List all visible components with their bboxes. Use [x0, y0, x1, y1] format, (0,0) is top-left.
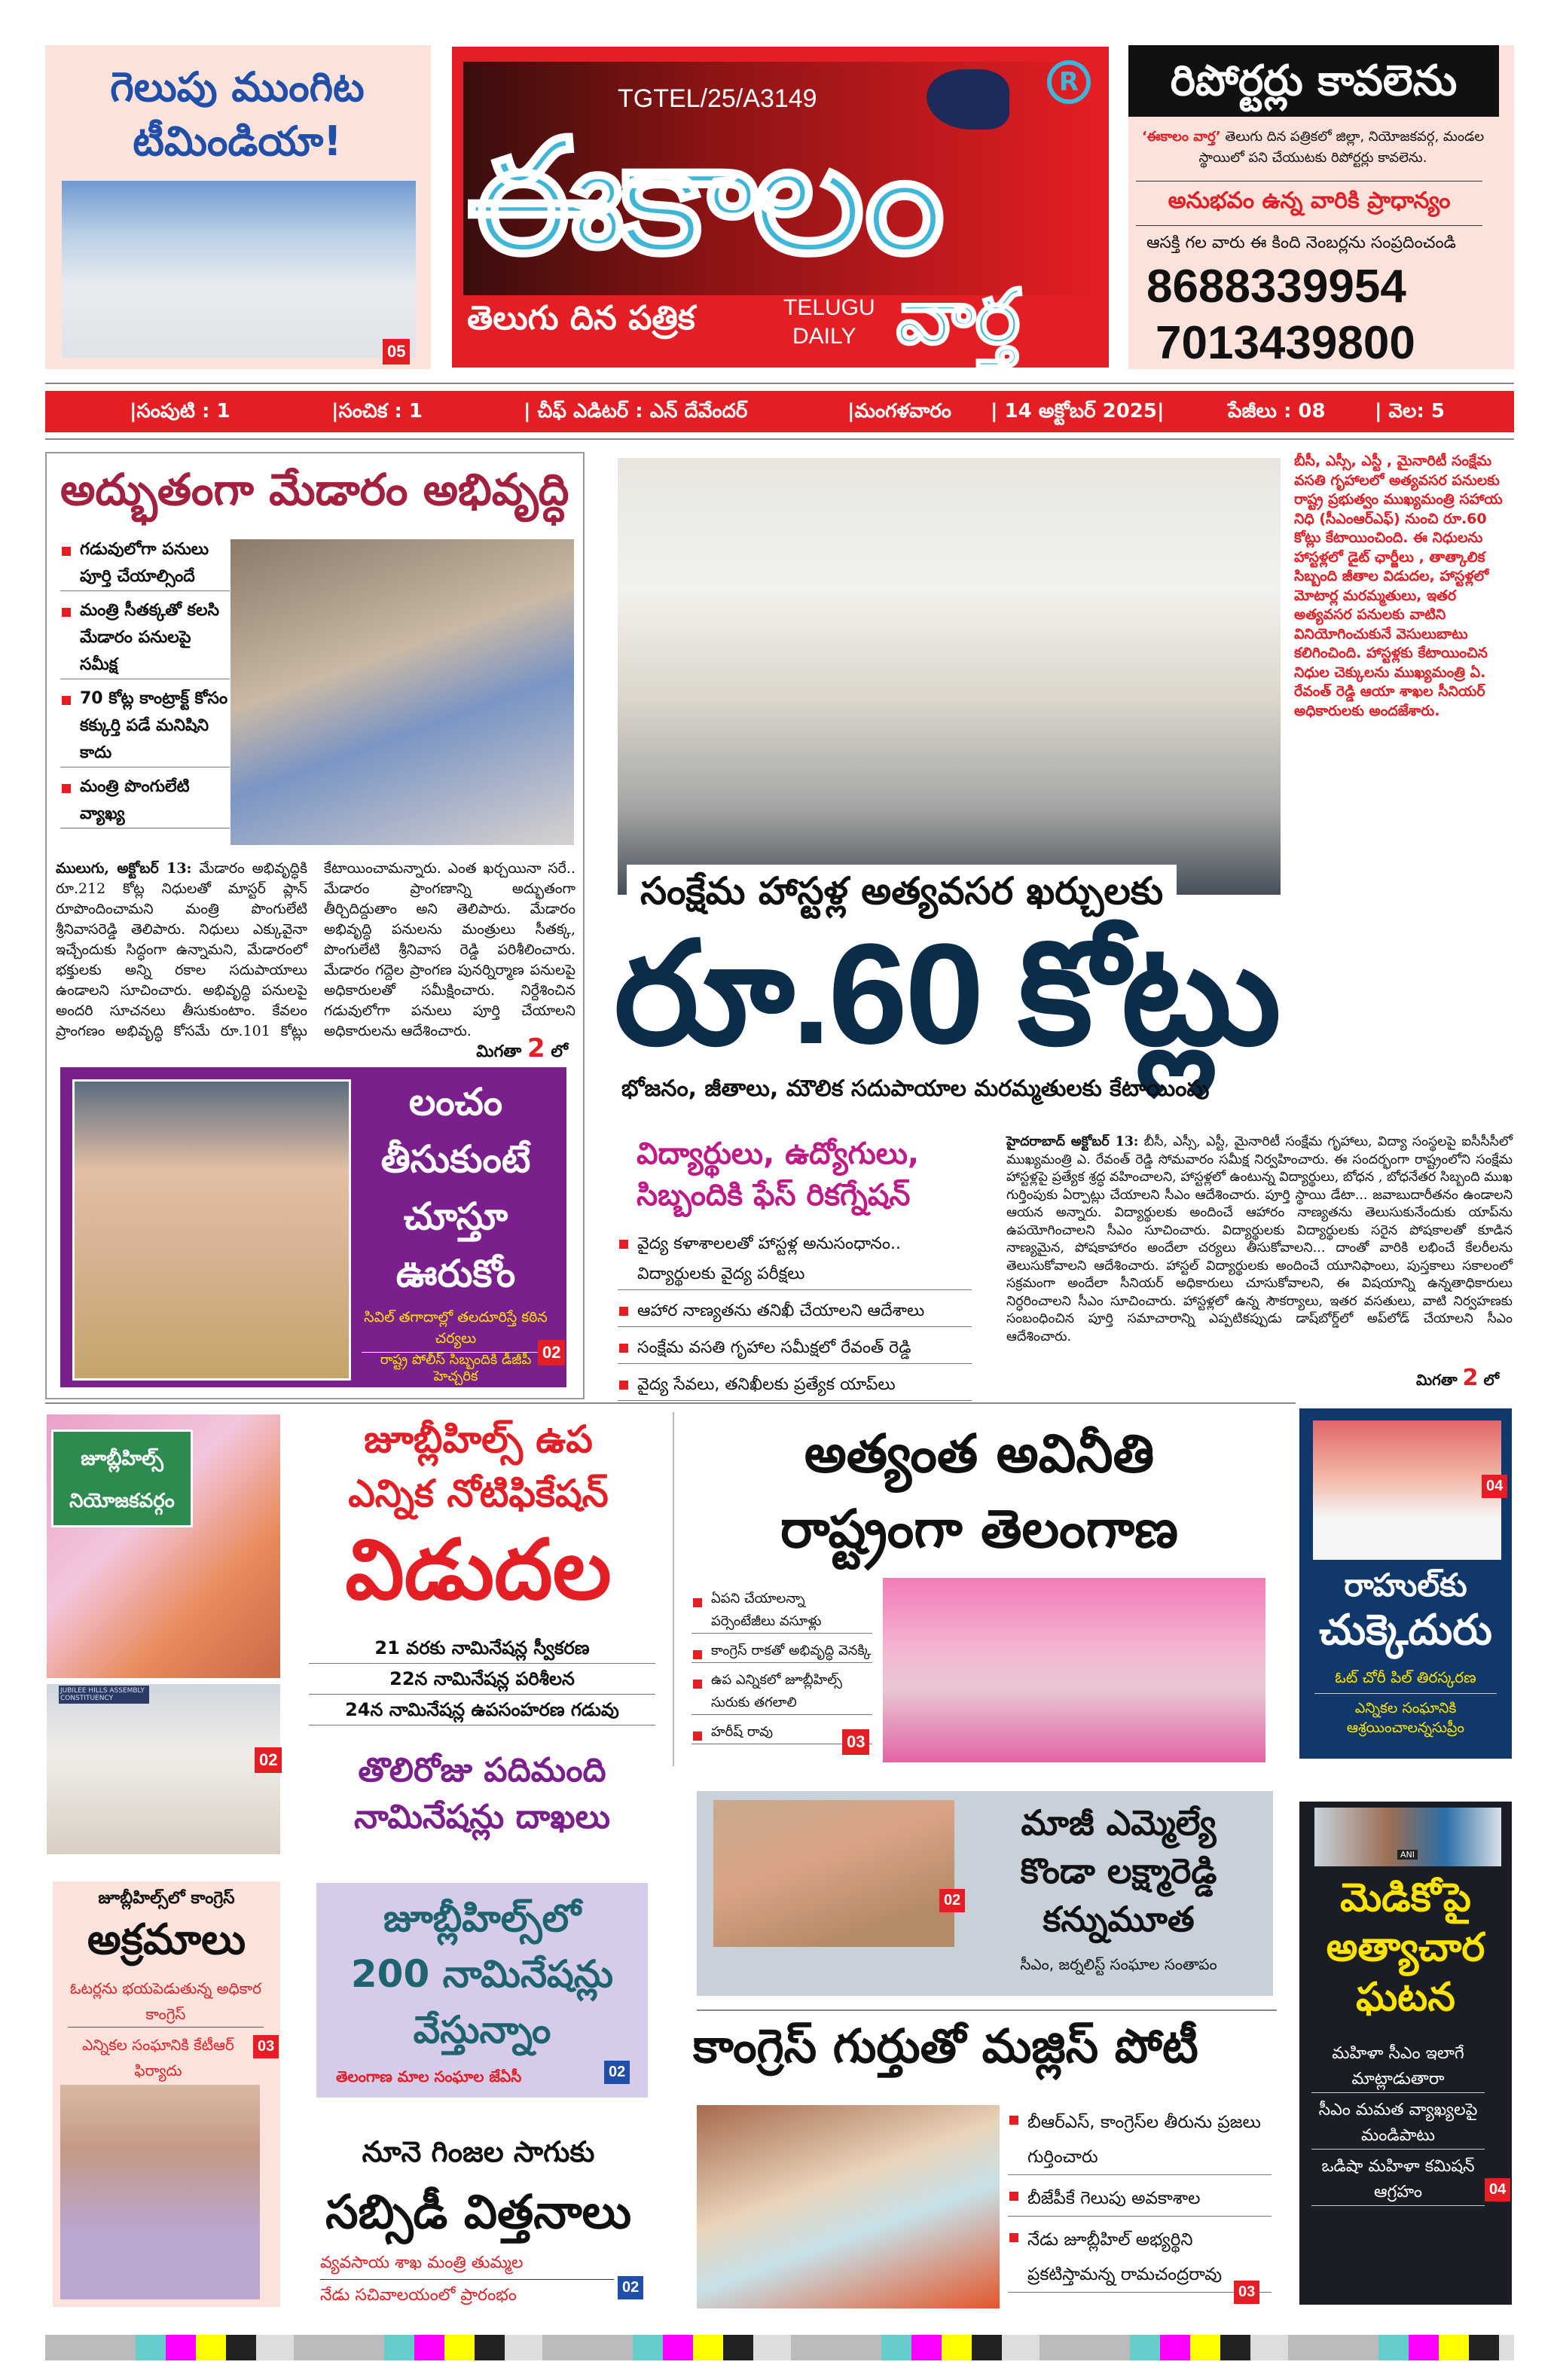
headline-line: కొండా లక్ష్మారెడ్డి: [1020, 1851, 1217, 1891]
lead-bullets: [618, 1229, 972, 1407]
divider: [45, 1402, 1296, 1404]
bullet: 70 కోట్ల కాంట్రాక్ట్ కోసం కక్కుర్తి పడే మనిషిని కాదు: [60, 685, 230, 767]
line: ఒడిషా మహిళా కమిషన్ ఆగ్రహం: [1311, 2154, 1485, 2206]
ad-phone-1[interactable]: 8688339954: [1146, 261, 1406, 313]
ad-text: [1136, 127, 1490, 169]
corruption-headline: [678, 1416, 1281, 1567]
headline-line: తీసుకుంటే: [380, 1137, 531, 1181]
schedule-line: 21 వరకు నామినేషన్ల స్వీకరణ: [309, 1633, 655, 1664]
lead-kicker: సంక్షేమ హాస్టళ్ల అత్యవసర ఖర్చులకు: [627, 865, 1177, 917]
page-ref-badge: 05: [383, 339, 410, 365]
sub: తెలంగాణ మాల సంఘాల జేఏసీ: [336, 2067, 522, 2086]
dateline: హైదరాబాద్ అక్టోబర్ 13:: [1006, 1134, 1139, 1149]
medico-photo: [1314, 1808, 1501, 1866]
lead-body: [1006, 1134, 1513, 1346]
headline-line: కన్నుమూత: [1043, 1899, 1195, 1939]
promo-box-team-india[interactable]: [45, 45, 431, 369]
page-ref-badge: 02: [255, 1747, 282, 1773]
bullet: ఏపని చేయాలన్నా పర్సెంటేజీలు వసూళ్లు: [691, 1588, 872, 1634]
page-count: పేజీలు : 08: [1228, 400, 1326, 423]
tagline-en-1: TELUGU: [783, 295, 875, 320]
rahul-headline-1: రాహుల్‌కు: [1344, 1567, 1467, 1603]
congress-atrocities-story[interactable]: [53, 1881, 280, 2307]
sub1: ఓటర్లను భయపెడుతున్న అధికార కాంగ్రెస్: [68, 1976, 264, 2028]
headline-line: ఎన్నిక నోటిఫికేషన్: [348, 1472, 609, 1515]
registered-mark-icon: R: [1047, 60, 1091, 104]
vertical-divider: [673, 1412, 674, 1766]
logo-tagline: తెలుగు దిన పత్రిక: [467, 299, 695, 337]
jubilee-sub-headline: తొలిరోజు పదిమంది నామినేషన్లు దాఖలు: [354, 1751, 610, 1836]
promo-headline: గెలుపు ముంగిట టీమిండియా!: [110, 63, 365, 165]
headline-line: వేస్తున్నాం: [413, 2008, 551, 2052]
volume: |సంపుటి : 1: [130, 400, 230, 423]
rahul-sub2: ఎన్నికల సంఘానికి ఆశ్రయించాలన్నసుప్రీం: [1346, 1700, 1465, 1736]
lead-headline: రూ.60 కోట్లు: [614, 914, 1278, 1074]
bullet: వైద్య కళాశాలలతో హాస్టళ్ల అనుసంధానం.. విద్యార్థులకు వైద్య పరీక్షలు: [618, 1229, 972, 1290]
headline: [1299, 1873, 1512, 2022]
headline-line: ఘటన: [1356, 1975, 1455, 2020]
date: | 14 అక్టోబర్ 2025|: [991, 400, 1165, 423]
ad-contact-line: ఆసక్తి గల వారు ఈ కింది నెంబర్లను సంప్రదించండి: [1146, 233, 1456, 252]
bullet: ఆహార నాణ్యతను తనిఖీ చేయాలని ఆదేశాలు: [618, 1296, 972, 1327]
dgp-photo: [72, 1079, 351, 1381]
harish-rao-photo: [883, 1578, 1265, 1762]
bullet: సంక్షేమ వసతి గృహాల సమీక్షలో రేవంత్ రెడ్డి: [618, 1333, 972, 1364]
subsidy-sub1: వ్యవసాయ శాఖ మంత్రి తుమ్మల: [320, 2253, 614, 2280]
sign-line: జూబ్లీహిల్స్: [81, 1448, 163, 1470]
headline-line: అత్యాచార: [1326, 1925, 1485, 1970]
lead-subline: భోజనం, జీతాలు, మౌలిక సదుపాయాల మరమ్మతులకు కేటాయింపు: [621, 1076, 1210, 1102]
logo-title: ఈకాలం: [467, 105, 941, 289]
headline-line: రాష్ట్రంగా తెలంగాణ: [780, 1498, 1178, 1560]
page-ref-badge: 04: [1482, 1475, 1507, 1498]
continued-page: 2: [527, 1033, 545, 1063]
jubilee-schedule: [309, 1633, 655, 1726]
medaram-headline: అద్భుతంగా మేడారం అభివృద్ధి: [60, 464, 569, 515]
price: | వెల: 5: [1375, 400, 1446, 423]
divider: [45, 383, 1514, 384]
sub2: ఎన్నికల సంఘానికి కేటీఆర్ ఫిర్యాదు: [82, 2036, 234, 2079]
subsidy-headline: సబ్సిడీ విత్తనాలు: [325, 2184, 632, 2239]
page-ref-badge: 02: [538, 1340, 565, 1365]
divider: [697, 2009, 1277, 2011]
subsidy-kicker: నూనె గింజల సాగుకు: [362, 2135, 595, 2168]
headline-line: 200 నామినేషన్లు: [350, 1952, 614, 1996]
bjp-joining-photo: [697, 2105, 1000, 2308]
rahul-sub1: ఓట్ చోరీ పిల్ తిరస్కరణ: [1314, 1668, 1497, 1694]
page-ref-badge: 03: [842, 1729, 869, 1755]
obituary-story[interactable]: [697, 1791, 1273, 1996]
continued-label: మిగతా: [476, 1042, 522, 1061]
lead-sidebar-text: బీసీ, ఎస్సీ, ఎస్టీ , మైనారిటీ సంక్షేమ వసతి గృహాలలో అత్యవసర పనులకు రాష్ట్ర ప్రభుత్వం ముఖ్యమంత్రి సహాయ నిధి (సీఎంఆర్ఎఫ్) నుంచి రూ.60 కోట్లు కేటాయించింది. ఈ నిధులను హాస్టళ్లలో డైట్ ఛార్జీలు , తాత్కాలిక సిబ్బంది జీతాల విడుదల, హాస్టళ్లలో మోటార్ల మరమ్మతులు, ఇతర అత్యవసర పనులకు వాటిని వినియోగించుకునే వెసులుబాటు కలిగించింది. హాస్టళ్లకు కేటాయించిన నిధుల చెక్కులను ముఖ్యమంత్రి ఏ. రేవంత్ రెడ్డి ఆయా శాఖల సీనియర్ అధికారులకు అందజేశారు.: [1294, 453, 1503, 719]
continued-link[interactable]: [476, 1033, 568, 1065]
ad-highlight: అనుభవం ఉన్న వారికి ప్రాధాన్యం: [1136, 181, 1482, 226]
konda-lakshma-reddy-photo: [713, 1800, 954, 1947]
newspaper-logo: [452, 47, 1109, 368]
logo-suffix: వార్త: [896, 273, 1021, 361]
registration-number: TGTEL/25/A3149: [618, 84, 817, 113]
issue: |సంచిక : 1: [331, 400, 423, 423]
medico-lines: [1311, 2041, 1485, 2206]
dgp-sub2: రాష్ట్ర పోలీస్ సిబ్బందికి డీజీపీ హెచ్చరిక: [380, 1352, 532, 1384]
majlis-headline: కాంగ్రెస్ గుర్తుతో మజ్లిస్ పోటీ: [693, 2018, 1198, 2073]
print-color-bar: [45, 2335, 1514, 2360]
sub: సీఎం, జర్నలిస్ట్ సంఘాల సంతాపం: [1020, 1955, 1217, 1973]
bullet: నేడు జూబ్లీహిల్ అభ్యర్థిని ప్రకటిస్తామన్న రామచంద్రరావు: [1008, 2223, 1272, 2293]
headline: అక్రమాలు: [87, 1915, 246, 1964]
page-ref-badge: 02: [618, 2276, 643, 2299]
rahul-photo: [1313, 1420, 1501, 1560]
bullet: బీఆర్ఎస్, కాంగ్రెస్‌ల తీరును ప్రజలు గుర్తించారు: [1008, 2105, 1272, 2175]
page-ref-badge: 03: [1234, 2281, 1259, 2304]
headline-line: మెడికోపై: [1340, 1875, 1471, 1921]
body-text: మేడారం అభివృద్ధికి రూ.212 కోట్ల నిధులతో మాస్టర్ ప్లాన్ రూపొందించామని మంత్రి పొంగులేటి శ్రీనివాసరెడ్డి తెలిపారు. నిధులు ఎక్కువైనా ఇచ్చేందుకు సిద్ధంగా ఉన్నామని, మేడారంలో భక్తులకు అన్ని రకాల సదుపాయాలు ఉండాలని సూచించారు. అభివృద్ధి పనులపై అందరి సూచనలు తీసుకుంటాం. కేవలం ప్రాంగణం అభివృద్ధి కోసమే రూ.101 కోట్లు కేటాయించామన్నారు. ఎంత ఖర్చయినా సరే.. మేడారం ప్రాంగణాన్ని అద్భుతంగా తీర్చిదిద్దుతాం అని తెలిపారు. మేడారం అభివృద్ధి పనులను మంత్రులు సీతక్క, పొంగులేటి శ్రీనివాస రెడ్డి పరిశీలించారు. మేడారం గద్దెల ప్రాంగణ పునర్నిర్మాణ పనులపై అధికారులతో సమీక్షించారు. నిర్దేశించిన గడువులోగా పనులు పూర్తి చేయాలని అధికారులను ఆదేశించారు.: [56, 860, 575, 1039]
headline-line: ఊరుకోం: [395, 1252, 516, 1295]
headline-line: జూబ్లీహిల్స్‌లో: [383, 1896, 582, 1940]
schedule-line: 24న నామినేషన్ల ఉపసంహరణ గడువు: [309, 1695, 655, 1726]
weekday: |మంగళవారం: [847, 400, 951, 423]
dgp-headline: [358, 1073, 554, 1302]
headline-line: చూస్తూ: [403, 1195, 508, 1238]
medaram-bullets: [60, 536, 230, 835]
photo-sign: JUBILEE HILLS ASSEMBLY CONSTITUENCY: [59, 1686, 149, 1704]
headline: [316, 1890, 648, 2058]
bullet: మంత్రి సీతక్కతో కలసి మేడారం పనులపై సమీక్ష: [60, 597, 230, 679]
medaram-photo: [230, 539, 574, 845]
divider: [45, 438, 1514, 440]
schedule-line: 22న నామినేషన్ల పరిశీలన: [309, 1664, 655, 1695]
line: మహిళా సీఎం ఇలాగే మాట్లాడుతారా: [1311, 2041, 1485, 2093]
page-ref-badge: 04: [1485, 2178, 1510, 2202]
medaram-story[interactable]: [45, 452, 585, 1399]
continued-link[interactable]: [1416, 1365, 1499, 1393]
tagline-en-2: DAILY: [792, 324, 856, 349]
lead-sub-headline: విద్యార్థులు, ఉద్యోగులు, సిబ్బందికి ఫేస్ రికగ్నేషన్: [637, 1137, 920, 1213]
ktr-photo: [60, 2085, 260, 2299]
dgp-sub1: సివిల్ తగాదాల్లో తలదూరిస్తే కఠిన చర్యలు: [362, 1307, 550, 1353]
dateline: ములుగు, అక్టోబర్ 13:: [56, 860, 192, 877]
bullet: హరీష్ రావు: [691, 1721, 872, 1744]
headline-line: అత్యంత అవినీతి: [804, 1423, 1155, 1484]
constituency-sign: [51, 1430, 193, 1527]
ad-phone-2[interactable]: 7013439800: [1156, 317, 1415, 369]
chief-editor: | చీఫ్ ఎడిటర్ : ఎన్ దేవేందర్: [524, 400, 748, 423]
majlis-bullets: [1008, 2105, 1272, 2299]
jubilee-headline: [298, 1412, 659, 1619]
bullet: మంత్రి పొంగులేటి వ్యాఖ్య: [60, 774, 230, 828]
page-ref-badge: 03: [253, 2035, 279, 2058]
ad-line: తెలుగు దిన పత్రికలో జిల్లా, నియోజకవర్గ, మండల స్థాయిలో పని చేయుటకు రిపోర్టర్లు కావలెను.: [1198, 129, 1485, 166]
ad-title: రిపోర్టర్లు కావలెను: [1128, 45, 1499, 117]
ad-brand: ‘ఈకాలం వార్త’: [1141, 129, 1221, 145]
continued-suffix: లో: [551, 1042, 568, 1061]
headline-line: లంచం: [408, 1080, 503, 1124]
bullet: వైద్య సేవలు, తనిఖీలకు ప్రత్యేక యాప్‌లు: [618, 1370, 972, 1401]
continued-page: 2: [1462, 1365, 1479, 1391]
bullet: కాంగ్రెస్ రాకతో అభివృద్ధి వెనక్కి: [691, 1640, 872, 1663]
dgp-story[interactable]: [60, 1067, 566, 1387]
reporters-wanted-ad: [1128, 45, 1514, 369]
dateline-bar: [45, 391, 1514, 432]
medaram-body: [56, 859, 575, 1062]
continued-suffix: లో: [1483, 1371, 1500, 1389]
bullet: బీజేపీకే గెలుపు అవకాశాల: [1008, 2181, 1272, 2217]
bullet: గడువులోగా పనులు పూర్తి చేయాల్సిందే: [60, 536, 230, 591]
nominations-story[interactable]: [316, 1883, 648, 2098]
headline-line: జూబ్లీహిల్స్ ఉప: [364, 1417, 593, 1461]
bullet: ఉప ఎన్నికలో జూబ్లీహిల్స్ సురుకు తగలాలి: [691, 1669, 872, 1715]
rahul-story[interactable]: [1299, 1408, 1512, 1759]
nomination-photo: [47, 1684, 280, 1854]
kicker: జూబ్లీహిల్స్‌లో కాంగ్రెస్: [98, 1889, 235, 1908]
headline-big: విడుదల: [345, 1521, 612, 1618]
voting-finger-photo: [47, 1414, 280, 1678]
body-text: బీసీ, ఎస్సీ, ఎస్టీ, మైనారిటీ సంక్షేమ గృహాలు, విద్యా సంస్థలపై ఐసీసీసీలో ముఖ్యమంత్రి ఎ. రేవంత్ రెడ్డి సోమవారం సమీక్ష నిర్వహించారు. ఈ సందర్భంగా రాష్ట్రంలోని సంక్షేమ హాస్టళ్లపై ప్రత్యేక శ్రద్ధ వహించాలని, హాస్టళ్లలో ఉంటున్న విద్యార్థులు, బోధన , బోధనేతర సిబ్బంది ముఖ గుర్తింపుకు ఏర్పాట్లు చేయాలని సీఎం ఆదేశించారు. పూర్తి స్థాయి డేటా... జవాబుదారీతనం ఉండాలని ఆయన అన్నారు. విద్యార్థులకు అందించే ఆహారం నాణ్యతను తెలుసుకునేందుకు యాప్‌ను ఉపయోగించాలని సీఎం సూచించారు. విద్యార్థులకు విద్యార్థులకు సరైన పోషకాలతో కూడిన నాణ్యమైన, పోషకాహారం అందేలా చర్యలు తీసుకోవాలని... దాంతో వారికి లభించే కేలరీలను తెలుసుకోవాలని ఆదేశించారు. హాస్టల్ విద్యార్థులకు అందించే యూనిఫాంలు, పుస్తకాలు సకాలంలో సక్రమంగా అందేలా సీనియర్ అధికారులు చూసుకోవాలని, ఈ విషయాన్ని ఉన్నతాధికారులు నిర్ధరించాలని సీఎం సూచించారు. హాస్టళ్లలో ఉన్న సౌకర్యాలు, ఇతర వసతులు, వాటి నిర్వహణకు సంబంధించిన పూర్తి సమాచారాన్ని ఎప్పటికప్పుడు డాష్‌బోర్డ్‌లో అప్‌లోడ్ చేయాలని సీఎం ఆదేశించారు.: [1006, 1134, 1513, 1344]
ani-tag: ANI: [1397, 1850, 1418, 1860]
line: సీఎం మమత వ్యాఖ్యలపై మండిపాటు: [1311, 2098, 1485, 2150]
cricket-team-photo: [62, 181, 416, 358]
medico-story[interactable]: [1299, 1802, 1512, 2305]
headline: [975, 1799, 1262, 1943]
lead-photo-cm-meeting: [618, 458, 1281, 895]
corruption-bullets: [691, 1588, 872, 1750]
page-ref-badge: 02: [939, 1889, 965, 1912]
subsidy-sub2: నేడు సచివాలయంలో ప్రారంభం: [320, 2286, 517, 2305]
sign-line: నియోజకవర్గం: [69, 1490, 175, 1512]
rahul-headline-2: చుక్కెదురు: [1319, 1606, 1492, 1655]
page-ref-badge: 02: [604, 2061, 630, 2084]
headline-line: మాజీ ఎమ్మెల్యే: [1021, 1802, 1217, 1843]
continued-label: మిగతా: [1416, 1371, 1458, 1389]
